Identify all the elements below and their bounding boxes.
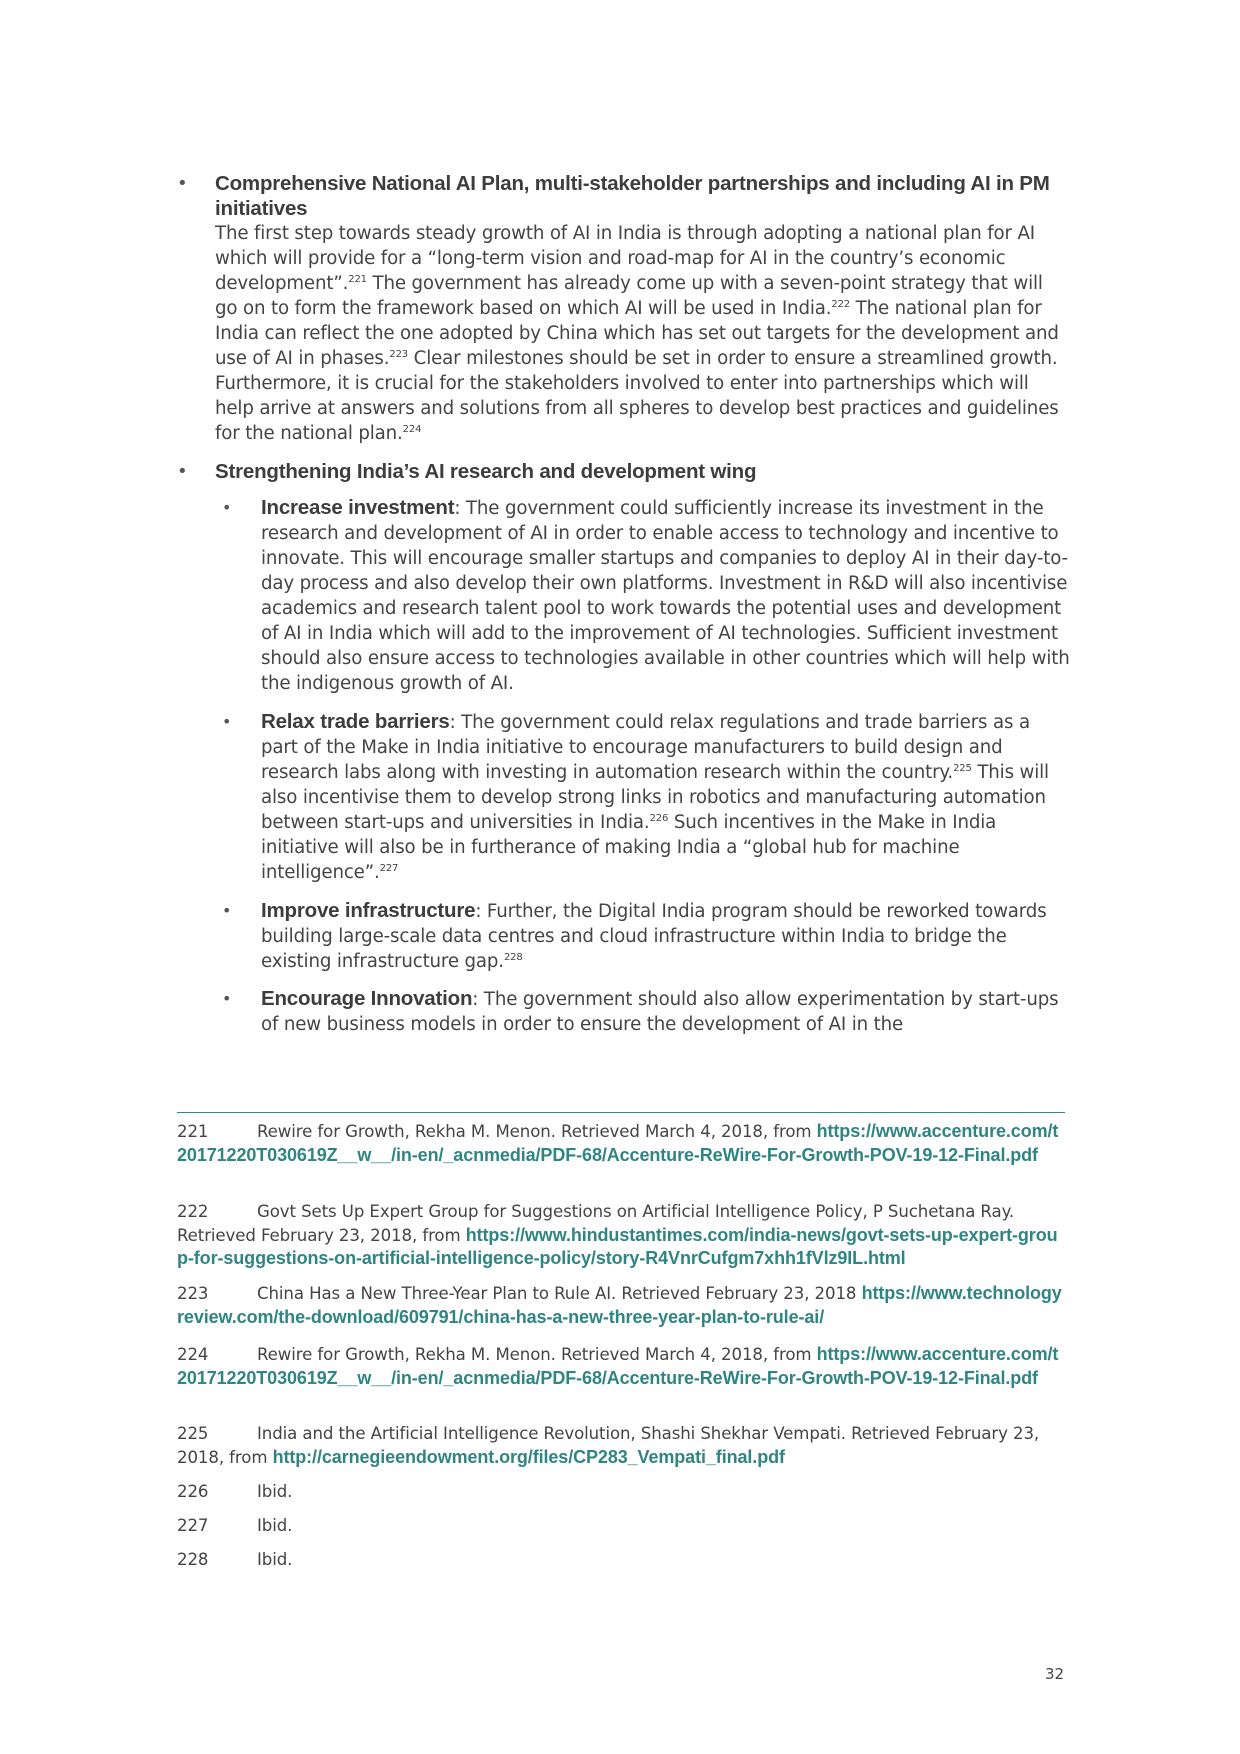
footnote-number: 221 bbox=[177, 1122, 209, 1141]
footnote-link[interactable]: http://carnegieendowment.org/files/CP283_Vempati_final.pdf bbox=[272, 1446, 785, 1467]
footnote-number: 225 bbox=[177, 1424, 209, 1443]
footnote-number: 228 bbox=[177, 1550, 209, 1569]
page-number: 32 bbox=[1045, 1665, 1065, 1683]
footnote-221: 221 Rewire for Growth, Rekha M. Menon. Retrieved March 4, 2018, from https://www.accenture.com/t20171220T030619Z__w__/in-en/_acnmedia/PDF-68/Accenture-ReWire-For-Growth-POV-19-12-Final.pdf bbox=[177, 1121, 1059, 1165]
sub-bullet-increase-investment bbox=[222, 495, 1072, 696]
sub-bullet-lead: Improve infrastructure bbox=[261, 899, 476, 922]
footnote-ref: 227 bbox=[379, 863, 399, 874]
sub-bullet-lead: Increase investment bbox=[261, 496, 455, 519]
bullet-heading: Strengthening India’s AI research and development wing bbox=[215, 460, 757, 483]
footnote-ref: 226 bbox=[649, 813, 669, 824]
footnote-link[interactable]: https://www.technologyreview.com/the-download/609791/china-has-a-new-three-year-plan-to-rule-ai/ bbox=[177, 1283, 1062, 1327]
sub-bullet-relax-trade-barriers: • Relax trade barriers: The government could relax regulations and trade barriers as a part of the Make in India initiative to encourage manufacturers to build design and research labs along with investing in automation research within the country.$^{225}$ This will also incentivise them to develop strong links in robotics and manufacturing automation between start-ups and universities in India.$^{226}$ Such incentives in the Make in India initiative will also be in furtherance of making India a “global hub for machine intelligence”.$^{227}$ bbox=[222, 710, 1049, 883]
sub-bullet-lead: Relax trade barriers bbox=[261, 710, 450, 733]
footnote-number: 226 bbox=[177, 1482, 209, 1501]
sub-bullet-encourage-innovation bbox=[222, 986, 1072, 1037]
sub-bullet-text: : The government could sufficiently increase its investment in the research and development of AI in order to enable access to technology and incentive to innovate. This will encourage smaller startups and companies to deploy AI in their day-to-day process and also develop their own platforms. Investment in R&D will also incentivise academics and research talent pool to work towards the potential uses and development of AI in India which will add to the improvement of AI technologies. Sufficient investment should also ensure access to technologies available in other countries which will help with the indigenous growth of AI. bbox=[261, 498, 1070, 694]
bullet-icon: • bbox=[222, 989, 232, 1008]
footnote-ref: 224 bbox=[402, 424, 422, 435]
sub-bullet-lead: Encourage Innovation bbox=[261, 987, 473, 1010]
footnote-ref: 221 bbox=[348, 274, 367, 285]
footnote-number: 223 bbox=[177, 1284, 209, 1303]
footnote-223: 223 China Has a New Three-Year Plan to Rule AI. Retrieved February 23, 2018 https://www.technologyreview.com/the-download/609791/china-has-a-new-three-year-plan-to-rule-ai/ bbox=[177, 1283, 1062, 1327]
bullet-national-ai-plan bbox=[177, 171, 1067, 446]
footnote-227: 227 Ibid. bbox=[177, 1515, 1067, 1538]
footnote-228: 228 Ibid. bbox=[177, 1549, 1067, 1572]
bullet-paragraph: The first step towards steady growth of AI in India is through adopting a national plan for AI which will provide for a “long-term vision and road-map for AI in the country’s economic development”.$^{221}$ The government has already come up with a seven-point strategy that will go on to form the framework based on which AI will be used in India.$^{222}$ The national plan for India can reflect the one adopted by China which has set out targets for the development and use of AI in phases.$^{223}$ Clear milestones should be set in order to ensure a streamlined growth. Furthermore, it is crucial for the stakeholders involved to enter into partnerships which will help arrive at answers and solutions from all spheres to develop best practices and guidelines for the national plan.$^{224}$ bbox=[215, 223, 1059, 444]
bullet-icon: • bbox=[222, 712, 232, 731]
footnote-link[interactable]: https://www.hindustantimes.com/india-news/govt-sets-up-expert-group-for-suggestions-on-artificial-intelligence-policy/story-R4VnrCufgm7xhh1fVlz9IL.html bbox=[177, 1224, 1058, 1268]
footnote-ref: 222 bbox=[831, 299, 851, 310]
sub-bullet-text: : The government should also allow experimentation by start-ups of new business models in order to ensure the development of AI in the bbox=[261, 989, 1059, 1035]
bullet-heading: Comprehensive National AI Plan, multi-stakeholder partnerships and including AI in PM initiatives bbox=[215, 172, 1050, 220]
footnote-225: 225 India and the Artificial Intelligence Revolution, Shashi Shekhar Vempati. Retrieved February 23, 2018, from http://carnegieendowment.org/files/CP283_Vempati_final.pdf bbox=[177, 1424, 1040, 1467]
sub-bullet-improve-infrastructure: • Improve infrastructure: Further, the Digital India program should be reworked towards building large-scale data centres and cloud infrastructure within India to bridge the existing infrastructure gap.$^{228}$ bbox=[222, 899, 1047, 972]
footnote-ref: 225 bbox=[953, 763, 972, 774]
bullet-icon: • bbox=[177, 173, 188, 194]
footnote-link[interactable]: https://www.accenture.com/t20171220T030619Z__w__/in-en/_acnmedia/PDF-68/Accenture-ReWire-For-Growth-POV-19-12-Final.pdf bbox=[177, 1344, 1059, 1388]
footnote-link[interactable]: https://www.accenture.com/t20171220T030619Z__w__/in-en/_acnmedia/PDF-68/Accenture-ReWire-For-Growth-POV-19-12-Final.pdf bbox=[177, 1121, 1059, 1165]
footnote-number: 222 bbox=[177, 1202, 209, 1221]
footnote-226: 226 Ibid. bbox=[177, 1481, 1067, 1504]
footnote-number: 224 bbox=[177, 1345, 209, 1364]
footnote-ref: 223 bbox=[389, 349, 409, 360]
footnote-222: 222 Govt Sets Up Expert Group for Suggestions on Artificial Intelligence Policy, P Suchetana Ray. Retrieved February 23, 2018, from https://www.hindustantimes.com/india-news/govt-sets-up-expert-group-for-suggestions-on-artificial-intelligence-policy/story-R4VnrCufgm7xhh1fVlz9IL.html bbox=[177, 1202, 1058, 1268]
footnote-ref: 228 bbox=[503, 952, 523, 963]
footnote-number: 227 bbox=[177, 1516, 209, 1535]
bullet-strengthening-rd bbox=[177, 459, 1067, 484]
bullet-icon: • bbox=[222, 498, 232, 517]
footnote-224: 224 Rewire for Growth, Rekha M. Menon. Retrieved March 4, 2018, from https://www.accenture.com/t20171220T030619Z__w__/in-en/_acnmedia/PDF-68/Accenture-ReWire-For-Growth-POV-19-12-Final.pdf bbox=[177, 1344, 1059, 1388]
bullet-icon: • bbox=[222, 901, 232, 920]
footnote-divider bbox=[177, 1112, 1065, 1113]
bullet-icon: • bbox=[177, 461, 188, 482]
